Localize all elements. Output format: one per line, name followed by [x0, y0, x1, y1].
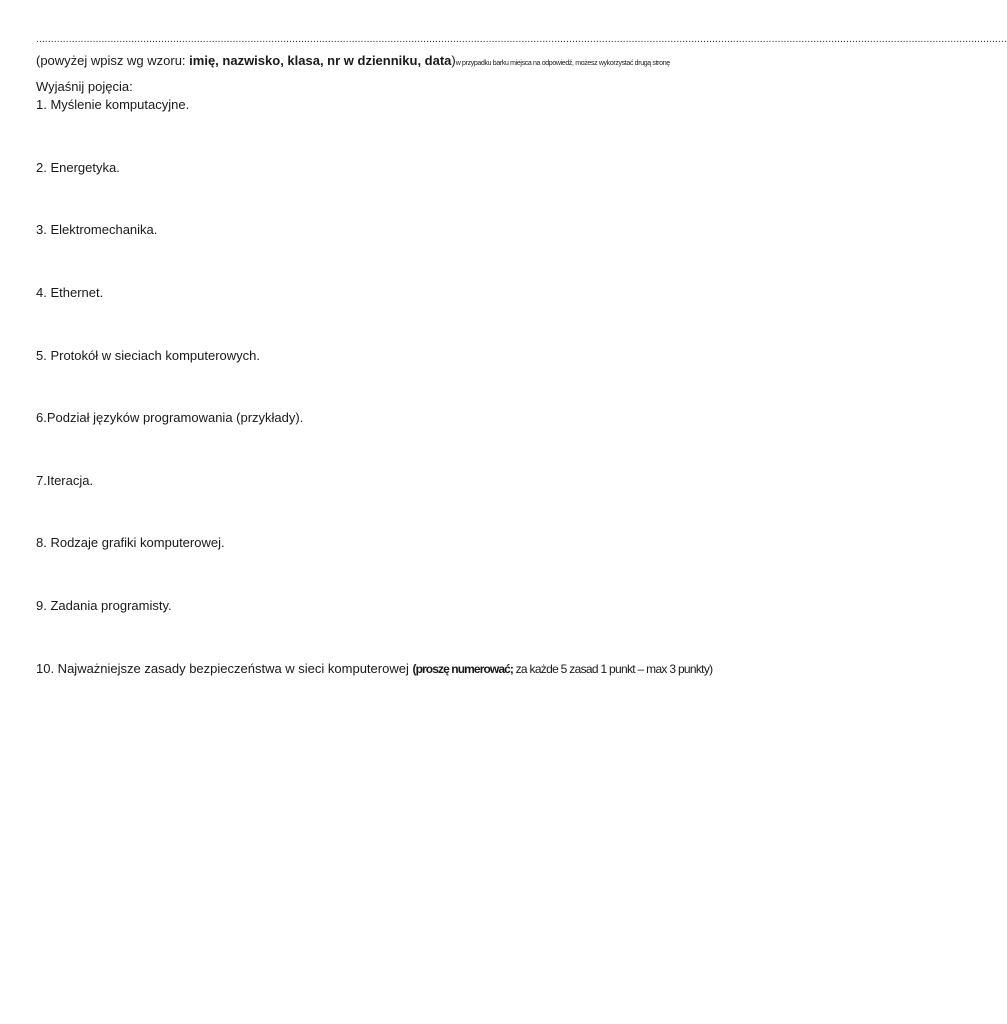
question-5: 5. Protokół w sieciach komputerowych. [36, 348, 260, 363]
question-7: 7.Iteracja. [36, 473, 94, 488]
instruction-prefix: (powyżej wpisz wg wzoru: [36, 53, 190, 68]
question-4: 4. Ethernet. [36, 285, 104, 300]
question-10-text: 10. Najważniejsze zasady bezpieczeństwa w sieci komputerowej [36, 661, 413, 676]
name-entry-line: ...................................................................................................................................................................................................................................................................................................................................... [36, 34, 1007, 45]
header-instruction [36, 53, 670, 72]
question-1: 1. Myślenie komputacyjne. [36, 97, 190, 112]
question-9: 9. Zadania programisty. [36, 598, 172, 613]
instruction-fields: imię, nazwisko, klasa, nr w dzienniku, data [189, 53, 452, 68]
question-10-note-open: ( [412, 662, 416, 676]
instruction-small-note: w przypadku barku miejsca na odpowiedź, możesz wykorzystać drugą stronę [455, 60, 670, 67]
question-10 [36, 661, 712, 677]
intro-heading: Wyjaśnij pojęcia: [36, 79, 133, 94]
instruction-close: ) [451, 53, 456, 68]
question-2: 2. Energetyka. [36, 160, 120, 175]
question-10-note-bold: proszę numerować; [415, 662, 513, 676]
question-6: 6.Podział języków programowania (przykłady). [36, 410, 304, 425]
question-8: 8. Rodzaje grafiki komputerowej. [36, 535, 225, 550]
question-10-note: za każde 5 zasad 1 punkt – max 3 punkty) [512, 662, 713, 676]
question-3: 3. Elektromechanika. [36, 222, 158, 237]
